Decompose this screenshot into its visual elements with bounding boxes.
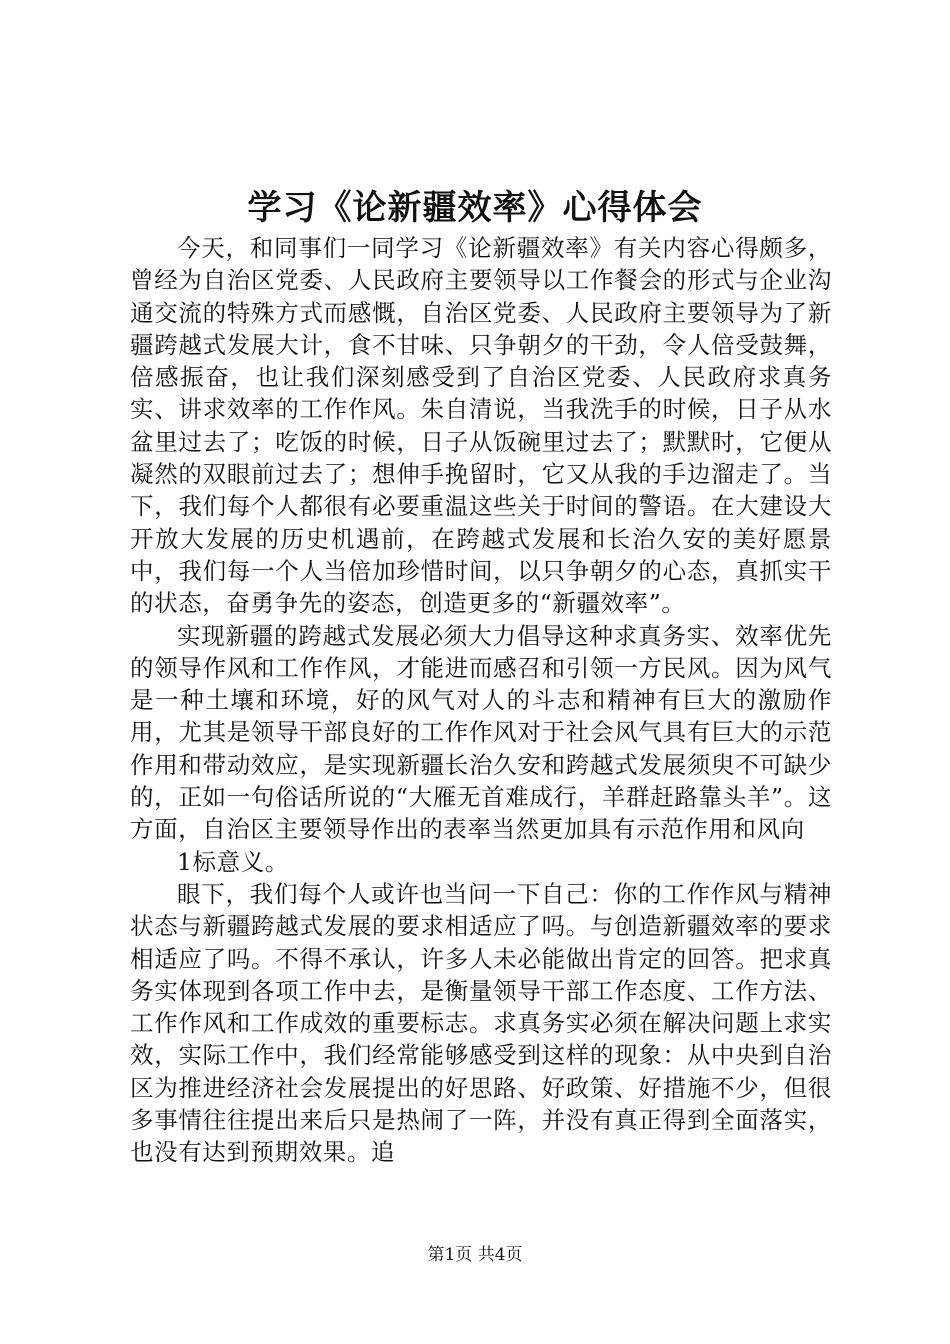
paragraph-1: 今天，和同事们一同学习《论新疆效率》有关内容心得颇多，曾经为自治区党委、人民政府主要领导以工作餐会的形式与企业沟通交流的特殊方式而感慨，自治区党委、人民政府主要领导为了新疆跨越式发展大计，食不甘味、只争朝夕的干劲，令人倍受鼓舞，倍感振奋，也让我们深刻感受到了自治区党委、人民政府求真务实、讲求效率的工作作风。朱自清说，当我洗手的时候，日子从水盆里过去了；吃饭的时候，日子从饭碗里过去了；默默时，它便从凝然的双眼前过去了；想伸手挽留时，它又从我的手边溜走了。当下，我们每个人都很有必要重温这些关于时间的警语。在大建设大开放大发展的历史机遇前，在跨越式发展和长治久安的美好愿景中，我们每一个人当倍加珍惜时间，以只争朝夕的心态，真抓实干的状态，奋勇争先的姿态，创造更多的“新疆效率”。 <box>130 234 832 618</box>
paragraph-4: 眼下，我们每个人或许也当问一下自己：你的工作作风与精神状态与新疆跨越式发展的要求相适应了吗。与创造新疆效率的要求相适应了吗。不得不承认，许多人未必能做出肯定的回答。把求真务实体现到各项工作中去，是衡量领导干部工作态度、工作方法、工作作风和工作成效的重要标志。求真务实必须在解决问题上求实效，实际工作中，我们经常能够感受到这样的现象：从中央到自治区为推进经济社会发展提出的好思路、好政策、好措施不少，但很多事情往往提出来后只是热闹了一阵，并没有真正得到全面落实，也没有达到预期效果。追 <box>130 879 832 1167</box>
paragraph-3: 1标意义。 <box>177 847 289 876</box>
paragraph-2: 实现新疆的跨越式发展必须大力倡导这种求真务实、效率优先的领导作风和工作作风，才能进而感召和引领一方民风。因为风气是一种土壤和环境，好的风气对人的斗志和精神有巨大的激励作用，尤其是领导干部良好的工作作风对于社会风气具有巨大的示范作用和带动效应，是实现新疆长治久安和跨越式发展须臾不可缺少的，正如一句俗话所说的“大雁无首难成行，羊群赶路靠头羊”。这方面，自治区主要领导作出的表率当然更加具有示范作用和风向 <box>130 621 832 844</box>
document-title: 学习《论新疆效率》心得体会 <box>247 188 703 228</box>
document-body <box>130 232 832 1169</box>
page-footer: 第1页 共4页 <box>427 1245 523 1265</box>
